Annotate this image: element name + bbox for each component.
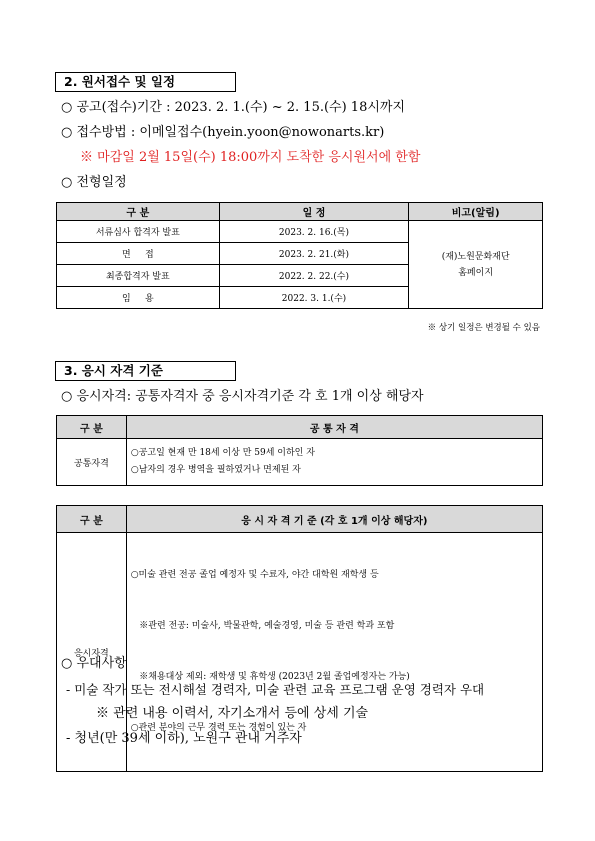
remark-cell [409,221,543,309]
application-period: ○ 공고(접수)기간 : 2023. 2. 1.(수) ~ 2. 15.(수) 18시까지 [61,100,406,115]
schedule-label: ○ 전형일정 [61,175,127,190]
common-items [126,439,542,486]
row-date: 2023. 2. 16.(목) [219,221,409,243]
common-qualification-table [56,415,543,486]
preference-line1: - 미술 작가 또는 전시해설 경력자, 미술 관련 교육 프로그램 운영 경력자 우대 [66,682,485,697]
row-item: 임 용 [57,287,220,309]
header-common-qualification: 공 통 자 격 [126,416,542,439]
header-category: 구 분 [57,416,127,439]
deadline-note: ※ 마감일 2월 15일(수) 18:00까지 도착한 응시원서에 한함 [80,150,421,165]
list-item: ○관련 분야의 근무 경력 또는 경험이 있는 자 [130,723,307,733]
section-2-title: 2. 원서접수 및 일정 [55,72,236,92]
common-label: 공통자격 [57,439,127,486]
row-item: 최종합격자 발표 [57,265,220,287]
header-category: 구 분 [57,203,220,221]
remark-line1: (재)노원문화재단 [441,251,510,262]
list-item: ○남자의 경우 병역을 필하였거나 면제된 자 [130,465,301,475]
preference-line2: ※ 관련 내용 이력서, 자기소개서 등에 상세 기술 [96,706,369,721]
header-qualification-criteria: 응 시 자 격 기 준 (각 호 1개 이상 해당자) [126,506,542,533]
schedule-table [56,202,543,309]
header-category: 구 분 [57,506,127,533]
header-remark: 비고(알림) [409,203,543,221]
qualification-intro: ○ 응시자격: 공통자격자 중 응시자격기준 각 호 1개 이상 해당자 [61,389,424,404]
table-row [57,221,543,243]
schedule-change-note: ※ 상기 일정은 변경될 수 있음 [427,323,540,333]
list-item: ※관련 전공: 미술사, 박물관학, 예술경영, 미술 등 관련 학과 포함 [130,621,395,631]
section-3-title: 3. 응시 자격 기준 [55,361,236,381]
preference-label: ○ 우대사항 [61,656,127,671]
list-item: ○공고일 현재 만 18세 이상 만 59세 이하인 자 [130,448,315,458]
remark-line2: 홈페이지 [458,267,494,278]
preference-line3: - 청년(만 39세 이하), 노원구 관내 거주자 [66,731,302,746]
row-date: 2023. 2. 21.(화) [219,243,409,265]
application-method: ○ 접수방법 : 이메일접수(hyein.yoon@nowonarts.kr) [61,125,385,140]
list-item: ※채용대상 제외: 재학생 및 휴학생 (2023년 2월 졸업예정자는 가능) [130,672,410,682]
qualification-label: 응시자격 [57,533,127,772]
list-item: ○미술 관련 전공 졸업 예정자 및 수료자, 야간 대학원 재학생 등 [130,570,379,580]
row-item: 면 접 [57,243,220,265]
row-date: 2022. 2. 22.(수) [219,265,409,287]
row-date: 2022. 3. 1.(수) [219,287,409,309]
row-item: 서류심사 합격자 발표 [57,221,220,243]
header-schedule: 일 정 [219,203,409,221]
